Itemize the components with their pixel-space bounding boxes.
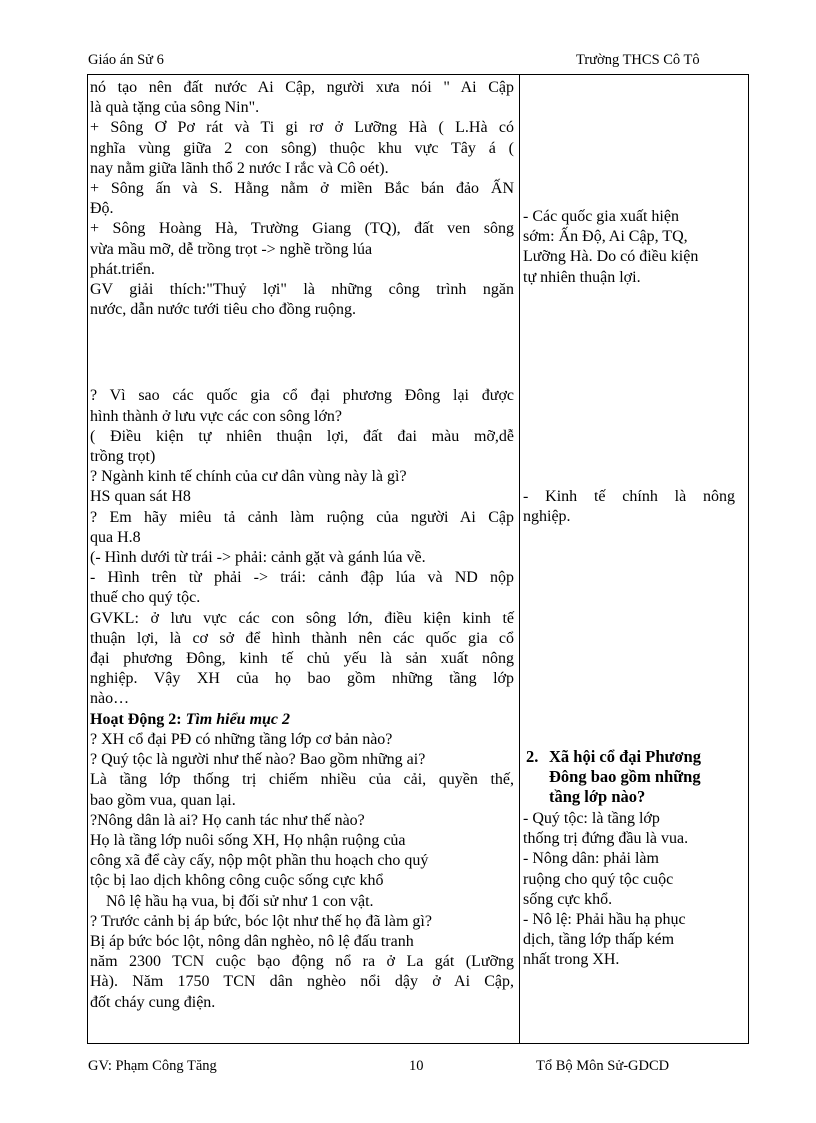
left-column xyxy=(90,78,514,1013)
table-divider xyxy=(519,75,520,1043)
text-line: ?Nông dân là ai? Họ canh tác như thế nào? xyxy=(90,811,365,829)
text-line: Nô lệ hầu hạ vua, bị đối sử như 1 con vật. xyxy=(106,892,374,910)
text-line: + Sông Hoàng Hà, Trường Giang (TQ), đất ven sông xyxy=(90,220,514,238)
text-line: ? XH cổ đại PĐ có những tầng lớp cơ bản nào? xyxy=(90,730,393,748)
table-border-right xyxy=(748,75,749,1043)
text-line: qua H.8 xyxy=(90,528,141,546)
text-line: GV giải thích:"Thuỷ lợi" là những công trình ngăn xyxy=(90,281,514,299)
text-line: + Sông Ơ Pơ rát và Ti gi rơ ở Lưỡng Hà ( L.Hà có xyxy=(90,119,514,137)
text-line: Độ. xyxy=(90,200,114,218)
text-line: ? Vì sao các quốc gia cổ đại phương Đông lại được xyxy=(90,387,514,405)
text-line: trồng trọt) xyxy=(90,448,156,466)
activity-heading: Hoạt Động 2: Tìm hiểu mục 2 xyxy=(90,710,291,728)
page-number: 10 xyxy=(409,1058,424,1074)
text-line: nay nằm giữa lãnh thổ 2 nước I rắc và Cô oét). xyxy=(90,159,389,177)
text-line: (- Hình dưới từ trái -> phải: cảnh gặt và gánh lúa về. xyxy=(90,549,426,567)
text-line: - Nông dân: phải làm xyxy=(523,850,659,868)
text-line: nghĩa vùng giữa 2 con sông) thuộc khu vực Tây á ( xyxy=(90,139,514,157)
heading-number: 2. xyxy=(526,747,539,766)
text-line: ? Trước cảnh bị áp bức, bóc lột như thế họ đã làm gì? xyxy=(90,912,432,930)
right-note-2 xyxy=(523,487,735,527)
text-line: tự nhiên thuận lợi. xyxy=(523,268,641,286)
text-line: nghiệp. xyxy=(523,508,571,526)
text-line: ? Em hãy miêu tả cảnh làm ruộng của người Ai Cập xyxy=(90,508,514,526)
text-line: - Các quốc gia xuất hiện xyxy=(523,208,679,225)
left-block-1 xyxy=(90,78,514,320)
text-line: ? Ngành kinh tế chính của cư dân vùng này là gì? xyxy=(90,468,407,486)
left-block-2 xyxy=(90,386,514,709)
text-line: ? Quý tộc là người như thế nào? Bao gồm những ai? xyxy=(90,751,426,769)
page-footer xyxy=(88,1058,738,1080)
text-line: - Kinh tế chính là nông xyxy=(523,488,735,505)
text-line: phát.triển. xyxy=(90,260,155,278)
text-line: HS quan sát H8 xyxy=(90,488,191,506)
text-line: - Hình trên từ phải -> trái: cảnh đập lúa và ND nộp xyxy=(90,569,514,587)
text-line: Bị áp bức bóc lột, nông dân nghèo, nô lệ đấu tranh xyxy=(90,932,414,950)
text-line: nước, dẫn nước tưới tiêu cho đồng ruộng. xyxy=(90,301,357,319)
left-block-3 xyxy=(90,730,514,1013)
heading-line: Xã hội cổ đại Phương xyxy=(549,747,701,766)
footer-right: Tổ Bộ Môn Sử-GDCD xyxy=(536,1058,670,1074)
text-line: thống trị đứng đầu là vua. xyxy=(523,830,689,848)
table-border-left xyxy=(87,75,88,1043)
text-line: dịch, tầng lớp thấp kém xyxy=(523,931,675,949)
text-line: Họ là tầng lớp nuôi sống XH, Họ nhận ruộng của xyxy=(90,831,406,849)
text-line: sống cực khổ. xyxy=(523,890,613,908)
heading-line: Đông bao gồm những xyxy=(549,767,701,787)
text-line: thuế cho quý tộc. xyxy=(90,589,201,607)
right-note-1 xyxy=(523,207,739,288)
text-line: GVKL: ở lưu vực các con sông lớn, điều kiện kinh tế xyxy=(90,609,514,627)
text-line: + Sông ấn và S. Hằng nằm ở miền Bắc bán đảo ẤN xyxy=(90,180,514,198)
text-line: sớm: Ấn Độ, Ai Cập, TQ, xyxy=(523,228,688,246)
heading-line: tầng lớp nào? xyxy=(549,787,646,807)
text-line: nó tạo nên đất nước Ai Cập, người xưa nói " Ai Cập xyxy=(90,79,514,96)
text-line: tộc bị lao dịch không công cuộc sống cực khổ xyxy=(90,872,384,890)
text-line: nào… xyxy=(90,690,130,708)
text-line: đốt cháy cung điện. xyxy=(90,993,216,1011)
text-line: Lưỡng Hà. Do có điều kiện xyxy=(523,248,699,266)
text-line: năm 2300 TCN cuộc bạo động nổ ra ở La gát (Lưỡng xyxy=(90,953,514,971)
header-right: Trường THCS Cô Tô xyxy=(576,52,700,68)
section-heading xyxy=(523,747,739,808)
text-line: - Quý tộc: là tầng lớp xyxy=(523,810,660,827)
text-line: thuận lợi, là cơ sở để hình thành nên các quốc gia cổ xyxy=(90,629,514,647)
text-line: vừa mầu mỡ, dễ trồng trọt -> nghề trồng lúa xyxy=(90,240,373,258)
header-left: Giáo án Sử 6 xyxy=(88,52,164,68)
text-line: là quà tặng của sông Nin". xyxy=(90,99,260,117)
page-header xyxy=(88,52,738,74)
footer-left: GV: Phạm Công Tăng xyxy=(88,1058,217,1074)
text-line: ( Điều kiện tự nhiên thuận lợi, đất đai màu mỡ,dễ xyxy=(90,427,514,445)
lesson-table xyxy=(87,74,749,1044)
right-note-3 xyxy=(523,809,739,971)
text-line: nhất trong XH. xyxy=(523,951,620,969)
text-line: bao gồm vua, quan lại. xyxy=(90,791,236,809)
text-line: hình thành ở lưu vực các con sông lớn? xyxy=(90,407,342,425)
text-line: Là tầng lớp thống trị chiếm nhiều của cải, quyền thế, xyxy=(90,771,514,789)
text-line: đại phương Đông, kinh tế chủ yếu là sản xuất nông xyxy=(90,650,514,668)
text-line: Hà). Năm 1750 TCN dân nghèo nổi dậy ở Ai Cập, xyxy=(90,973,514,991)
text-line: ruộng cho quý tộc cuộc xyxy=(523,870,674,888)
text-line: nghiệp. Vậy XH của họ bao gồm những tầng lớp xyxy=(90,670,514,688)
text-line: công xã để cày cấy, nộp một phần thu hoạch cho quý xyxy=(90,852,429,870)
text-line: - Nô lệ: Phải hầu hạ phục xyxy=(523,911,686,929)
